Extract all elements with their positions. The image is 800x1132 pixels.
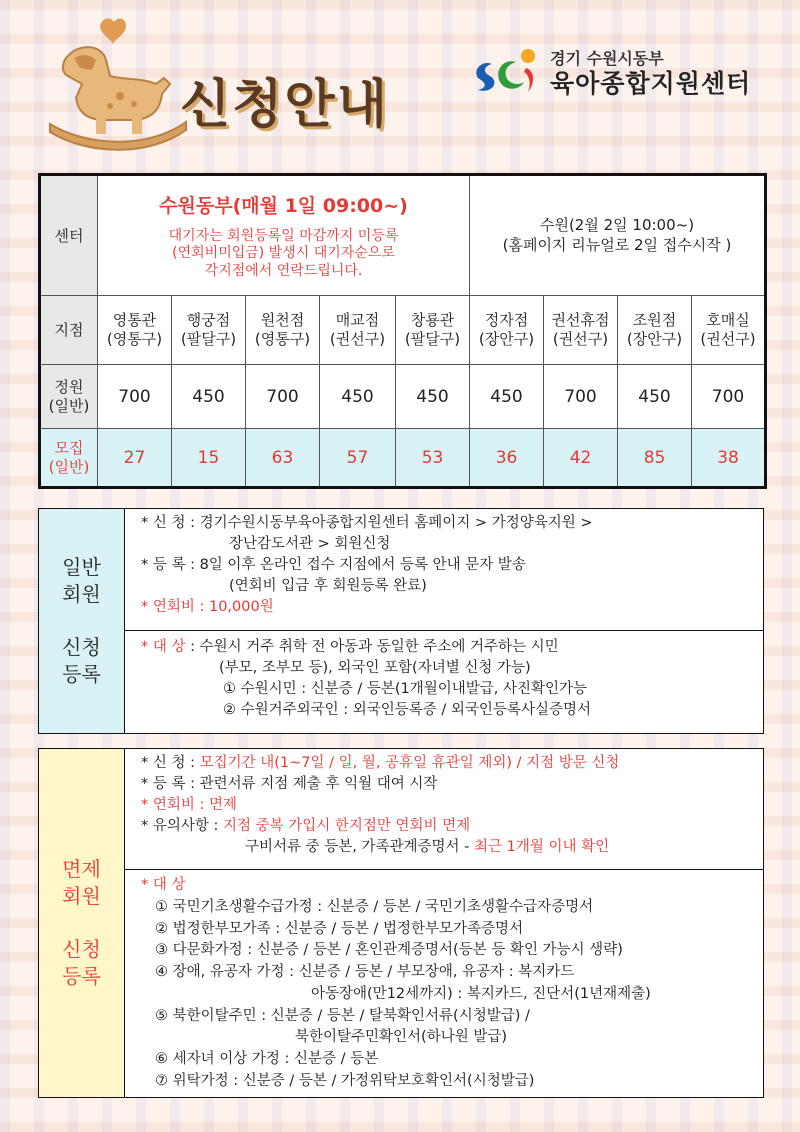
recruit-cell: 63 bbox=[246, 429, 320, 488]
general-fee-line: * 연회비 : 10,000원 bbox=[141, 599, 274, 616]
exempt-target-item: ⑤ 북한이탈주민 : 신분증 / 등본 / 탈북확인서류(시청발급) / bbox=[155, 1007, 530, 1024]
logo-name: 육아종합지원센터 bbox=[550, 69, 752, 98]
capacity-label: 정원 (일반) bbox=[40, 364, 98, 429]
exempt-notice-label: * 유의사항 : bbox=[141, 818, 223, 835]
capacity-cell: 700 bbox=[692, 364, 766, 429]
right-center-cell bbox=[470, 175, 766, 296]
capacity-cell: 700 bbox=[98, 364, 172, 429]
exempt-notice-value: 지점 중복 가입시 한지점만 연회비 면제 bbox=[223, 818, 471, 835]
capacity-cell: 450 bbox=[396, 364, 470, 429]
capacity-cell: 450 bbox=[618, 364, 692, 429]
exempt-target-item: ③ 다문화가정 : 신분증 / 등본 / 혼인관계증명서(등본 등 확인 가능시 생략) bbox=[155, 942, 623, 959]
general-apply-line-2: 장난감도서관 > 회원신청 bbox=[229, 536, 391, 553]
recruit-row bbox=[40, 429, 766, 488]
branch-cell: 권선휴점 (권선구) bbox=[544, 296, 618, 365]
general-register-line: * 등 록 : 8일 이후 온라인 접수 지점에서 등록 안내 문자 발송 bbox=[141, 557, 526, 574]
exempt-target-item: ② 법정한부모가족 : 신분증 / 등본 / 법정한부모가족증명서 bbox=[155, 920, 524, 937]
recruit-label: 모집 (일반) bbox=[40, 429, 98, 488]
capacity-row bbox=[40, 364, 766, 429]
exempt-notice-line-2: 구비서류 중 등본, 가족관계증명서 - bbox=[245, 839, 474, 856]
sci-logo-icon bbox=[470, 44, 546, 100]
left-note-1: 대기자는 회원등록일 마감까지 미등록 bbox=[168, 227, 399, 244]
branch-cell: 호매실 (권선구) bbox=[692, 296, 766, 365]
capacity-cell: 450 bbox=[470, 364, 544, 429]
exempt-apply-section bbox=[125, 749, 763, 867]
general-target-line-3: ① 수원시민 : 신분증 / 등본(1개월이내발급, 사진확인가능 bbox=[223, 681, 588, 698]
exempt-target-item: ⑦ 위탁가정 : 신분증 / 등본 / 가정위탁보호확인서(시청발급) bbox=[155, 1072, 535, 1089]
capacity-cell: 700 bbox=[544, 364, 618, 429]
divider bbox=[125, 630, 763, 631]
general-target-section bbox=[125, 633, 763, 733]
general-register-line-2: (연회비 입금 후 회원등록 완료) bbox=[229, 578, 427, 595]
branch-cell: 정자점 (장안구) bbox=[470, 296, 544, 365]
recruit-cell: 57 bbox=[320, 429, 396, 488]
branch-cell: 행궁점 (팔달구) bbox=[172, 296, 246, 365]
general-target-label: * 대 상 bbox=[141, 639, 186, 655]
exempt-target-label: * 대 상 bbox=[141, 877, 186, 893]
general-apply-section bbox=[125, 509, 763, 627]
rocking-horse-icon bbox=[40, 14, 190, 154]
branch-cell: 원천점 (영통구) bbox=[246, 296, 320, 365]
left-center-title: 수원동부(매월 1일 09:00~) bbox=[159, 194, 408, 217]
recruit-cell: 85 bbox=[618, 429, 692, 488]
left-note-2: (연회비미입금) 발생시 대기자순으로 bbox=[172, 245, 395, 262]
exempt-content bbox=[125, 749, 763, 1097]
branch-cell: 매교점 (권선구) bbox=[320, 296, 396, 365]
exempt-notice-recent: 최근 1개월 이내 확인 bbox=[473, 839, 610, 856]
capacity-cell: 450 bbox=[172, 364, 246, 429]
exempt-target-item: 북한이탈주민확인서(하나원 발급) bbox=[295, 1029, 508, 1046]
exempt-target-item: ① 국민기초생활수급가정 : 신분증 / 등본 / 국민기초생활수급자증명서 bbox=[155, 898, 594, 915]
recruit-cell: 38 bbox=[692, 429, 766, 488]
left-center-cell bbox=[98, 175, 470, 296]
heart-icon bbox=[100, 19, 126, 44]
exempt-target-item: ⑥ 세자녀 이상 가정 : 신분증 / 등본 bbox=[155, 1051, 379, 1067]
schedule-table bbox=[38, 173, 767, 489]
page-title: 신청안내 bbox=[180, 75, 389, 135]
general-target-line-4: ② 수원거주외국인 : 외국인등록증 / 외국인등록사실증명서 bbox=[223, 702, 591, 719]
logo-subtitle: 경기 수원시동부 bbox=[550, 49, 664, 68]
general-target-line-2: (부모, 조부모 등), 외국인 포함(자녀별 신청 가능) bbox=[219, 660, 531, 677]
right-center-1: 수원(2월 2일 10:00~) bbox=[539, 216, 695, 235]
center-label: 센터 bbox=[40, 175, 98, 296]
exempt-target-item: 아동장애(만12세까지) : 복지카드, 진단서(1년재제출) bbox=[311, 985, 651, 1002]
exempt-register-line: * 등 록 : 관련서류 지점 제출 후 익월 대여 시작 bbox=[141, 776, 438, 793]
exempt-apply-value: 모집기간 내(1~7일 / 일, 월, 공휴일 휴관일 제외) / 지점 방문 신청 bbox=[199, 755, 620, 771]
exempt-member-box bbox=[38, 748, 764, 1098]
exempt-target-item: ④ 장애, 유공자 가정 : 신분증 / 등본 / 부모장애, 유공자 : 복지카드 bbox=[155, 964, 575, 980]
recruit-cell: 36 bbox=[470, 429, 544, 488]
capacity-cell: 450 bbox=[320, 364, 396, 429]
branch-label: 지점 bbox=[40, 296, 98, 365]
branch-row bbox=[40, 296, 766, 365]
general-apply-line: * 신 청 : 경기수원시동부육아종합지원센터 홈페이지 > 가정양육지원 > bbox=[141, 515, 593, 531]
exempt-fee-label: * 연회비 : bbox=[141, 797, 209, 814]
exempt-apply-label: * 신 청 : bbox=[141, 755, 200, 771]
left-note-3: 각지점에서 연락드립니다. bbox=[204, 262, 363, 279]
header bbox=[0, 0, 800, 170]
general-member-box bbox=[38, 508, 764, 734]
right-center-2: (홈페이지 리뉴얼로 2일 접수시작 ) bbox=[502, 235, 732, 254]
general-content bbox=[125, 509, 763, 733]
exempt-side-label: 면제 회원 신청 등록 bbox=[39, 749, 125, 1097]
exempt-target-section bbox=[125, 871, 763, 1097]
branch-cell: 창룡관 (팔달구) bbox=[396, 296, 470, 365]
center-row bbox=[40, 175, 766, 296]
branch-cell: 조원점 (장안구) bbox=[618, 296, 692, 365]
recruit-cell: 27 bbox=[98, 429, 172, 488]
general-target-line: : 수원시 거주 취학 전 아동과 동일한 주소에 거주하는 시민 bbox=[185, 639, 559, 655]
recruit-cell: 15 bbox=[172, 429, 246, 488]
branch-cell: 영통관 (영통구) bbox=[98, 296, 172, 365]
general-side-label: 일반 회원 신청 등록 bbox=[39, 509, 125, 733]
recruit-cell: 53 bbox=[396, 429, 470, 488]
capacity-cell: 700 bbox=[246, 364, 320, 429]
recruit-cell: 42 bbox=[544, 429, 618, 488]
exempt-fee-value: 면제 bbox=[208, 797, 237, 814]
divider bbox=[125, 869, 763, 870]
logo bbox=[470, 44, 790, 104]
